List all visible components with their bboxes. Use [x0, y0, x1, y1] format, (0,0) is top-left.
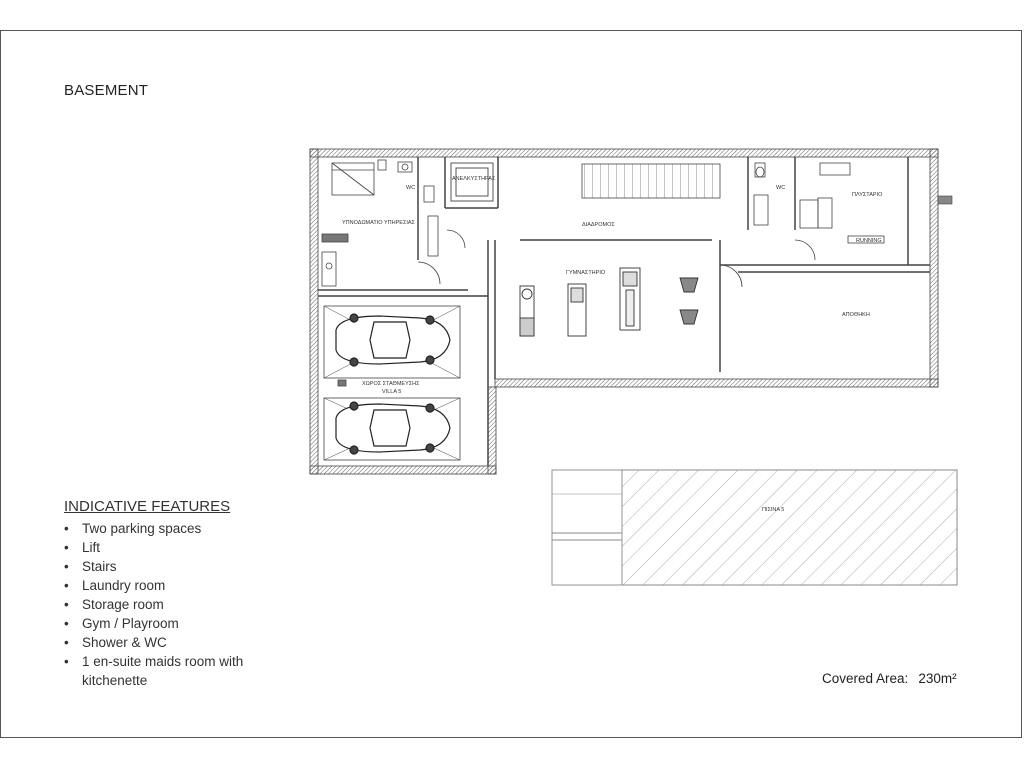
feature-item: • Shower & WC	[64, 633, 282, 652]
gym-equipment	[520, 268, 698, 336]
feature-item: • Two parking spaces	[64, 519, 282, 538]
label-wc-left: WC	[406, 185, 416, 191]
feature-item: • 1 en-suite maids room with kitchenette	[64, 652, 282, 690]
lift	[451, 163, 493, 201]
label-running: RUNNING	[856, 238, 882, 244]
features-list	[64, 519, 282, 690]
label-laundry: ΠΛΥΣΤΑΡΙΟ	[852, 192, 883, 198]
label-corridor: ΔΙΑΔΡΟΜΟΣ	[582, 222, 615, 228]
feature-item: • Gym / Playroom	[64, 614, 282, 633]
stairs	[582, 164, 720, 198]
covered-area-label: Covered Area:	[822, 671, 909, 686]
features-title: INDICATIVE FEATURES	[64, 498, 231, 515]
label-gym: ΓΥΜΝΑΣΤΗΡΙΟ	[566, 270, 606, 276]
page-title: BASEMENT	[64, 82, 149, 99]
indicative-features	[64, 498, 282, 690]
label-wc-right: WC	[776, 185, 786, 191]
label-lift: ΑΝΕΛΚΥΣΤΗΡΑΣ	[452, 176, 496, 182]
covered-area-value: 230m²	[918, 671, 957, 686]
wc-laundry-fixtures	[720, 163, 884, 287]
label-plot: ΠΙΣΙΝΑ 5	[762, 507, 785, 513]
feature-item: • Stairs	[64, 557, 282, 576]
feature-item: • Laundry room	[64, 576, 282, 595]
car-2	[336, 402, 450, 454]
feature-item: • Lift	[64, 538, 282, 557]
covered-area	[822, 671, 957, 686]
label-storage: ΑΠΟΘΗΚΗ	[842, 312, 870, 318]
label-parking: ΧΩΡΟΣ ΣΤΑΘΜΕΥΣΗΣ	[362, 381, 420, 387]
label-maids-room: ΥΠΝΟΔΩΜΑΤΙΟ ΥΠΗΡΕΣΙΑΣ	[342, 220, 415, 226]
feature-item: • Storage room	[64, 595, 282, 614]
car-1	[336, 314, 450, 366]
plot-outline	[552, 470, 957, 585]
label-villa: VILLA 5	[382, 389, 402, 395]
